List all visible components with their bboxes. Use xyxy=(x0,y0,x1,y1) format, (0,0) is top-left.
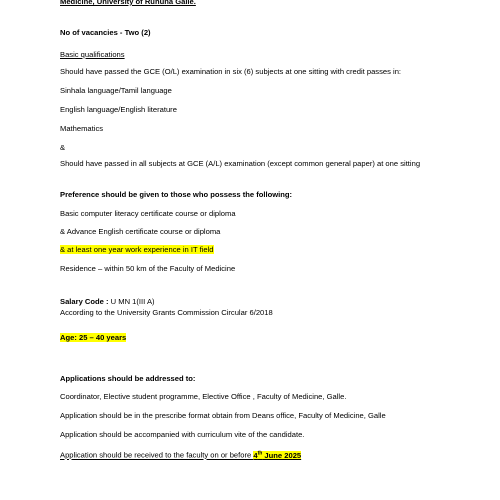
ol-requirement: Should have passed the GCE (O/L) examination in six (6) subjects at one sitting with credit passes in: xyxy=(60,67,402,76)
preference-item-highlighted xyxy=(60,245,214,255)
deadline-text: Application should be received to the faculty on or before xyxy=(60,450,254,460)
subject-item: English language/English literature xyxy=(60,105,177,114)
deadline-day: 4 xyxy=(253,450,258,460)
preference-item: Basic computer literacy certificate course or diploma xyxy=(60,209,236,218)
address-line: Coordinator, Elective student programme, Elective Office , Faculty of Medicine, Galle. xyxy=(60,392,347,401)
salary-label: Salary Code : xyxy=(60,297,109,306)
deadline-line xyxy=(60,448,301,461)
deadline-date xyxy=(253,451,301,460)
deadline-month: June 2025 xyxy=(262,450,302,460)
subject-item: Sinhala language/Tamil language xyxy=(60,86,172,95)
al-requirement: Should have passed in all subjects at GCE (A/L) examination (except common general paper) at one sitting xyxy=(60,159,421,168)
subject-item: Mathematics xyxy=(60,124,104,133)
salary-code: U MN 1(III A) xyxy=(108,297,155,306)
preference-heading: Preference should be given to those who possess the following: xyxy=(60,190,293,199)
basic-qualifications-heading: Basic qualifications xyxy=(60,50,125,59)
age-line xyxy=(60,333,126,343)
header-fragment: Medicine, University of Ruhuna Galle. xyxy=(60,0,196,6)
salary-reference: According to the University Grants Commission Circular 6/2018 xyxy=(60,308,273,317)
age-highlight: Age: 25 – 40 years xyxy=(60,333,127,342)
highlight: & at least one year work experience in IT field xyxy=(60,245,214,254)
applications-heading: Applications should be addressed to: xyxy=(60,374,196,383)
cv-note: Application should be accompanied with curriculum vite of the candidate. xyxy=(60,430,305,439)
vacancies-line: No of vacancies - Two (2) xyxy=(60,28,151,37)
preference-item: Residence – within 50 km of the Faculty of Medicine xyxy=(60,264,236,273)
format-note: Application should be in the prescribe format obtain from Deans office, Faculty of Medicine, Galle xyxy=(60,411,386,420)
deadline-suffix: th xyxy=(257,450,263,456)
preference-item: & Advance English certificate course or diploma xyxy=(60,227,221,236)
salary-code-line xyxy=(60,297,155,307)
ampersand: & xyxy=(60,143,66,152)
